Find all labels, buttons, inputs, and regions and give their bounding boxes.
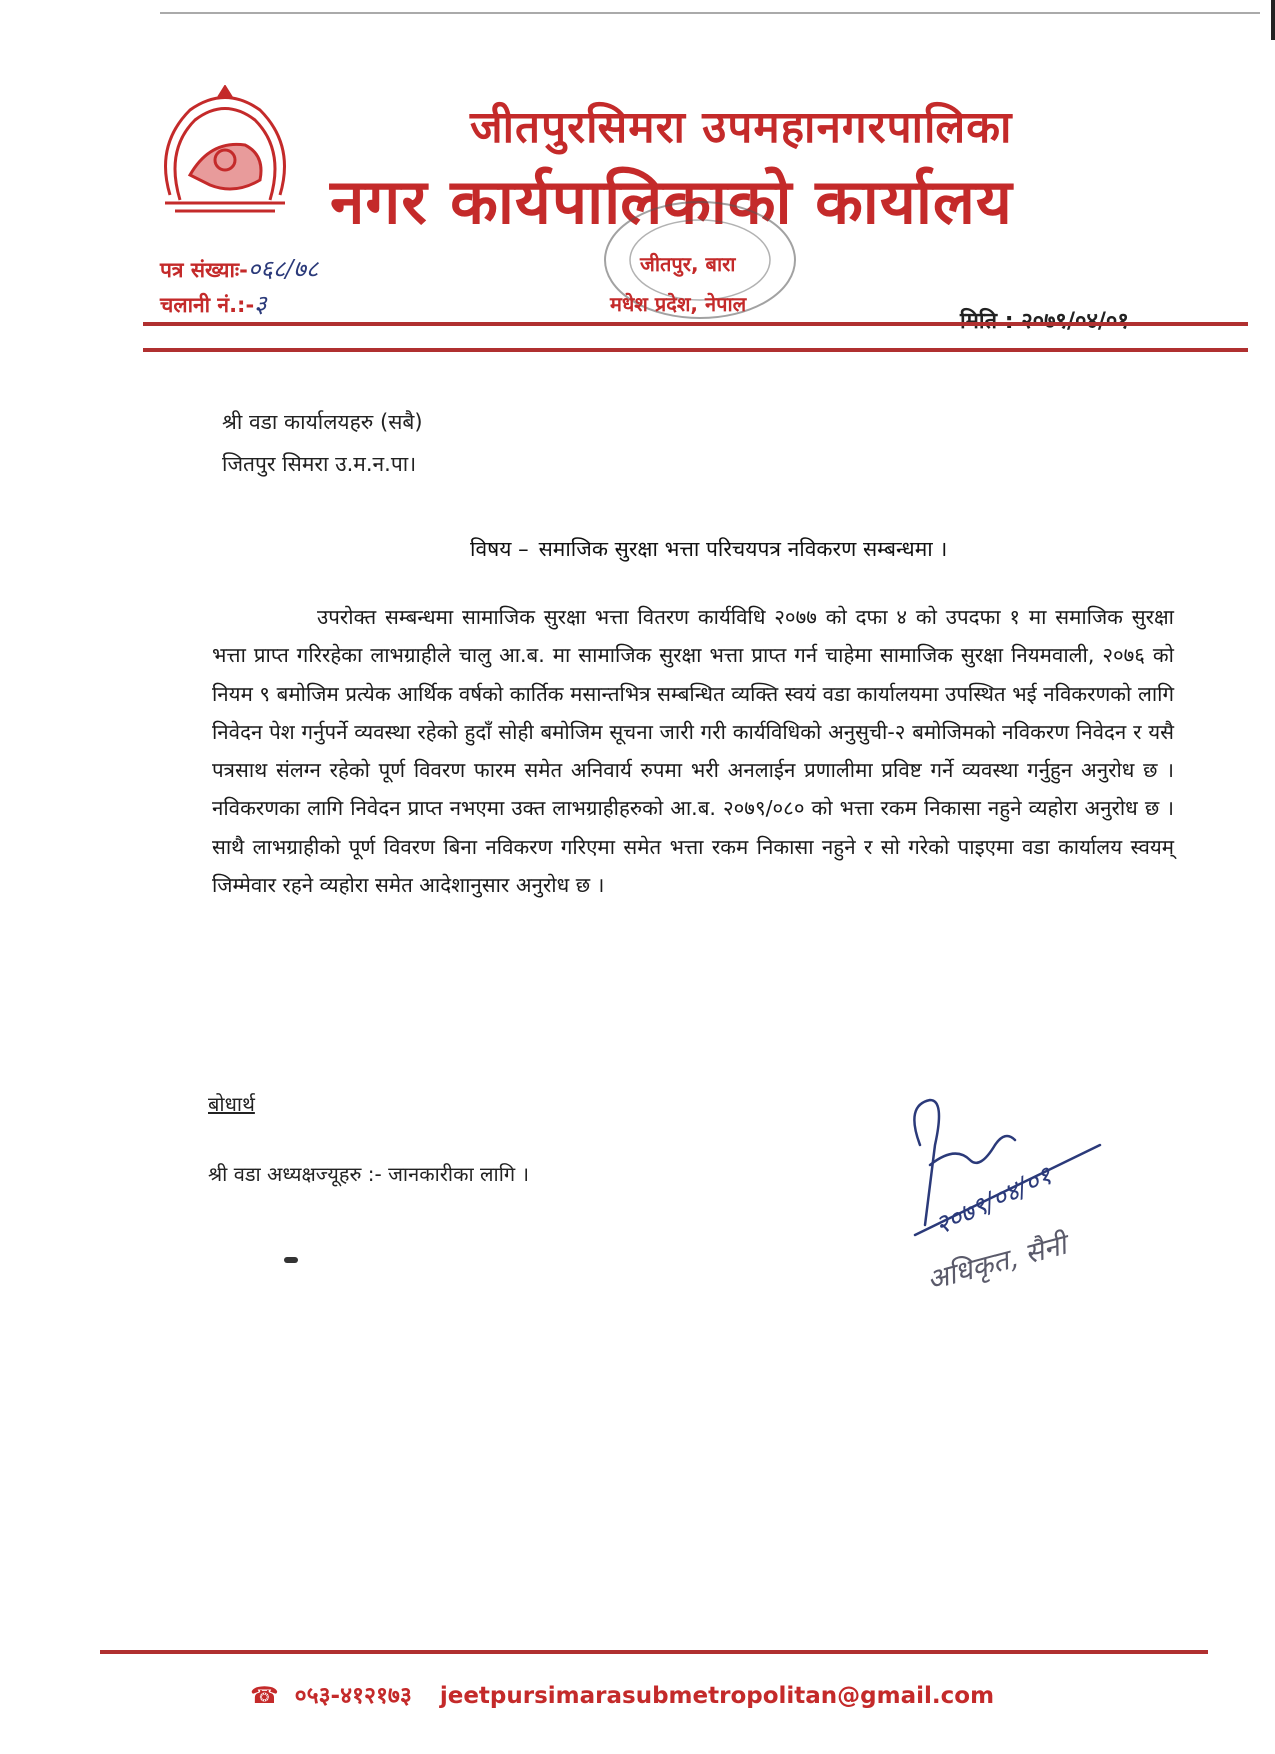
letter-date bbox=[960, 305, 1129, 335]
ink-speck bbox=[284, 1257, 298, 1263]
nepal-emblem-icon bbox=[150, 85, 300, 225]
telephone-icon: ☎ bbox=[250, 1683, 279, 1709]
letter-number bbox=[160, 252, 318, 285]
footer-contact bbox=[250, 1678, 994, 1710]
signature-designation: अधिकृत, सैनी bbox=[923, 1227, 1070, 1297]
stamp-location: जीतपुर, बारा bbox=[640, 252, 736, 276]
signature-date: २०७९/०४/०१ bbox=[930, 1161, 1057, 1242]
stamp-province: मधेश प्रदेश, नेपाल bbox=[610, 292, 747, 316]
cc-heading: बोधार्थ bbox=[208, 1092, 255, 1116]
dispatch-number-value: ३ bbox=[254, 290, 267, 318]
handwritten-signature bbox=[900, 1085, 1140, 1305]
dispatch-number-label: चलानी नं.:- bbox=[160, 293, 255, 317]
dispatch-number bbox=[160, 287, 267, 320]
scan-edge-mark bbox=[1271, 0, 1275, 40]
header-rule-top bbox=[143, 322, 1248, 326]
footer-phone: ०५३-४१२१७३ bbox=[294, 1683, 412, 1709]
footer-rule bbox=[100, 1650, 1208, 1654]
office-name: नगर कार्यपालिकाको कार्यालय bbox=[330, 165, 1013, 238]
municipality-name: जीतपुरसिमरा उपमहानगरपालिका bbox=[470, 102, 1013, 153]
recipient-line-2: जितपुर सिमरा उ.म.न.पा। bbox=[222, 452, 417, 476]
header-rule-bottom bbox=[143, 348, 1248, 352]
subject-line bbox=[470, 535, 947, 563]
footer-email[interactable]: jeetpursimarasubmetropolitan@gmail.com bbox=[439, 1683, 995, 1709]
scan-edge-line bbox=[160, 12, 1260, 14]
letter-number-value: ०६८/७८ bbox=[247, 255, 319, 283]
letter-number-label: पत्र संख्याः- bbox=[160, 258, 248, 282]
subject-label: विषय – bbox=[470, 537, 529, 561]
cc-line: श्री वडा अध्यक्षज्यूहरु :- जानकारीका लागि । bbox=[208, 1162, 530, 1186]
subject-text: समाजिक सुरक्षा भत्ता परिचयपत्र नविकरण सम्बन्धमा । bbox=[538, 537, 948, 561]
recipient-line-1: श्री वडा कार्यालयहरु (सबै) bbox=[222, 410, 423, 434]
body-paragraph: उपरोक्त सम्बन्धमा सामाजिक सुरक्षा भत्ता वितरण कार्यविधि २०७७ को दफा ४ को उपदफा १ मा समाजिक सुरक्षा भत्ता प्राप्त गरिरहेका लाभग्राहीले चालु आ.ब. मा सामाजिक सुरक्षा भत्ता प्राप्त गर्न चाहेमा सामाजिक सुरक्षा नियमवाली, २०७६ को नियम ९ बमोजिम प्रत्येक आर्थिक वर्षको कार्तिक मसान्तभित्र सम्बन्धित व्यक्ति स्वयं वडा कार्यालयमा उपस्थित भई नविकरणको लागि निवेदन पेश गर्नुपर्ने व्यवस्था रहेको हुदाँ सोही बमोजिम सूचना जारी गरी कार्यविधिको अनुसुची-२ बमोजिमको नविकरण निवेदन र यसै पत्रसाथ संलग्न रहेको पूर्ण विवरण फारम समेत अनिवार्य रुपमा भरी अनलाईन प्रणालीमा प्रविष्ट गर्ने व्यवस्था गर्नुहुन अनुरोध छ ।नविकरणका लागि निवेदन प्राप्त नभएमा उक्त लाभग्राहीहरुको आ.ब. २०७९/०८० को भत्ता रकम निकासा नहुने व्यहोरा अनुरोध छ । साथै लाभग्राहीको पूर्ण विवरण बिना नविकरण गरिएमा समेत भत्ता रकम निकासा नहुने र सो गरेको पाइएमा वडा कार्यालय स्वयम् जिम्मेवार रहने व्यहोरा समेत आदेशानुसार अनुरोध छ । bbox=[212, 605, 1174, 898]
letter-body bbox=[212, 598, 1174, 904]
